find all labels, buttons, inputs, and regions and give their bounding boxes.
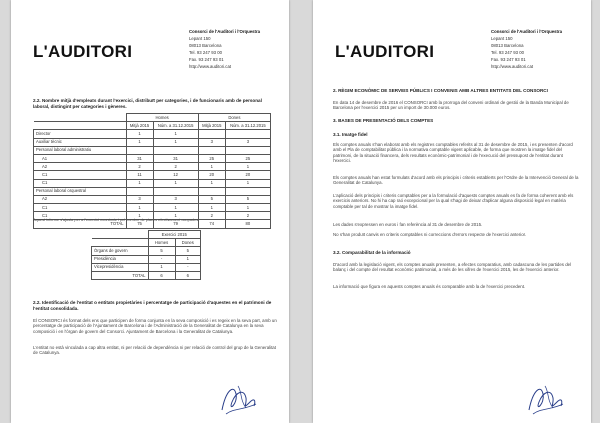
auditori-logo: L'AUDITORI — [33, 42, 133, 61]
paragraph: D'acord amb la legislació vigent, els comptes anuals presenten, a efectes comparatius, amb cadascuna de les partides del balanç i del compte del resultat econòmic patrimonial, a més de les xifres de l'exercici 2015, les de l'exercici anterior. — [333, 262, 572, 273]
table-row: C1 1 1 2 2 — [34, 212, 271, 220]
paragraph: La informació que figura en aquests comptes anuals és comparable amb la de l'exercici precedent. — [333, 284, 526, 289]
subheader: Dones — [175, 239, 200, 247]
table-note: Aquest informe s'ajusta per a l'exercici econòmic i pel nombre de places efectivament ocupades. — [33, 217, 200, 222]
table-total-row: TOTAL 75 79 74 80 — [34, 220, 271, 228]
address-line: Lepant 150 — [189, 36, 211, 41]
header-year: Exercici 2015 — [148, 231, 201, 239]
table-row: A2 3 3 5 5 — [34, 195, 271, 203]
document-page-left — [11, 0, 289, 423]
paragraph: El CONSORCI és format dels ens que participen de forma conjunta en la seva composició i es regeix en la seva part, amb un percentatge de participació de l'Ajuntament de Barcelona i de l'Administració de la Generalitat de Catalunya en la seva composició i en l'òrgan de govern del Consorci. Ajuntament de Barcelona i la Generalitat de Catalunya. — [33, 318, 277, 334]
paragraph: Els comptes anuals han estat formulats d'acord amb els principis i criteris establerts per l'Ordre de la Intervenció General de la Generalitat de Catalunya. — [333, 175, 579, 186]
address-line: Lepant 150 — [491, 36, 513, 41]
address-block — [189, 28, 285, 70]
paragraph: No s'han produït canvis en criteris comptables ni correccions d'errors respecte de l'exercici anterior. — [333, 232, 527, 237]
table-row: Vicepresidència 1 - — [92, 263, 201, 271]
address-title: Consorci de l'Auditori i l'Orquestra — [189, 29, 261, 34]
paragraph: Els comptes anuals s'han elaborat amb els registres comptables referits al 31 de desembre de 2015, i es presenten d'acord amb el Pla de comptabilitat pública i la normativa comptable vigent aplicable, de forma que mostren la imatge fidel del patrimoni, de la situació financera, dels resultats econòmic-patrimonial i de l'execució del pressupost de l'entitat durant l'exercici. — [333, 142, 573, 164]
address-line: http://www.auditori.cat — [189, 64, 232, 69]
document-page-right — [313, 0, 591, 423]
address-line: Fax. 93 247 93 01 — [491, 57, 526, 62]
paragraph: L'entitat no està vinculada a cap altra entitat, ni per relació de dependència ni per relació de control del grup de la Generalitat de Catalunya. — [33, 345, 276, 356]
address-line: 08013 Barcelona — [491, 43, 524, 48]
subheading: 3.1. Imatge fidel — [333, 132, 368, 137]
table-row: C1 1 1 1 1 — [34, 204, 271, 212]
table-row: Personal laboral administratiu — [34, 146, 271, 154]
section-heading: 2.2. Nombre mitjà d'empleats durant l'exercici, distribuït per categories, i de funcionaris amb de personal laboral, distingint per categories i gèneres. — [33, 98, 262, 109]
table-row: A2 2 2 1 1 — [34, 163, 271, 171]
employees-table — [33, 113, 271, 229]
paragraph: L'aplicació dels principis i criteris comptables per a la formulació d'aquests comptes anuals es fa de forma coherent amb els exercicis anteriors. No hi ha cap raó excepcional per la qual s'hagi de deixar d'aplicar alguna disposició legal en matèria comptable per tal de mostrar la imatge fidel. — [333, 193, 574, 209]
heading: 2. RÈGIM ECONÒMIC DE SERVEIS PÚBLICS I CONVENIS AMB ALTRES ENTITATS DEL CONSORCI — [333, 88, 548, 93]
table-row: Auxiliar tècnic 1 1 3 3 — [34, 138, 271, 146]
table-row: Òrgans de govern 5 5 — [92, 247, 201, 255]
subheader: Mitjà 2015 — [126, 122, 153, 130]
table-row: C1 1 1 1 1 — [34, 179, 271, 187]
subsection-heading: 2.2. Identificació de l'entitat o entitats propietàries i percentatge de participació d'aquestes en el patrimoni de l'entitat consolidada. — [33, 300, 272, 311]
subheading: 3.2. Comparabilitat de la informació — [333, 250, 411, 255]
table-row: Presidència - 1 — [92, 255, 201, 263]
paragraph: Les dades s'expressen en euros i fan referència al 31 de desembre de 2015. — [333, 222, 483, 227]
header-men: Homes — [126, 114, 198, 122]
address-block — [491, 28, 587, 70]
address-line: Tel. 93 247 93 00 — [491, 50, 524, 55]
governing-bodies-table — [91, 230, 201, 280]
table-total-row: TOTAL 6 6 — [92, 271, 201, 279]
subheader: Homes — [148, 239, 175, 247]
address-line: Fax. 93 247 93 01 — [189, 57, 224, 62]
header-women: Dones — [198, 114, 270, 122]
heading: 3. BASES DE PRESENTACIÓ DELS COMPTES — [333, 118, 434, 123]
table-row: Personal laboral orquestral — [34, 187, 271, 195]
address-line: http://www.auditori.cat — [491, 64, 534, 69]
subheader: Núm. a 31.12.2015 — [153, 122, 198, 130]
subheader: Mitjà 2015 — [198, 122, 225, 130]
auditori-logo: L'AUDITORI — [335, 42, 435, 61]
address-line: 08013 Barcelona — [189, 43, 222, 48]
table-row: Director 1 1 — [34, 130, 271, 138]
signature-image — [216, 380, 260, 418]
paragraph: En data 14 de desembre de 2016 el CONSORCI amb la prorroga del conveni ordinari de gestió de la Banda Municipal de Barcelona per l'exercici 2015 per un import de 30.000 euros. — [333, 100, 569, 111]
subheader: Núm. a 31.12.2015 — [225, 122, 270, 130]
table-row: A1 31 31 25 25 — [34, 154, 271, 162]
address-title: Consorci de l'Auditori i l'Orquestra — [491, 29, 563, 34]
signature-image — [523, 378, 567, 418]
address-line: Tel. 93 247 93 00 — [189, 50, 222, 55]
table-row: C1 11 12 20 20 — [34, 171, 271, 179]
